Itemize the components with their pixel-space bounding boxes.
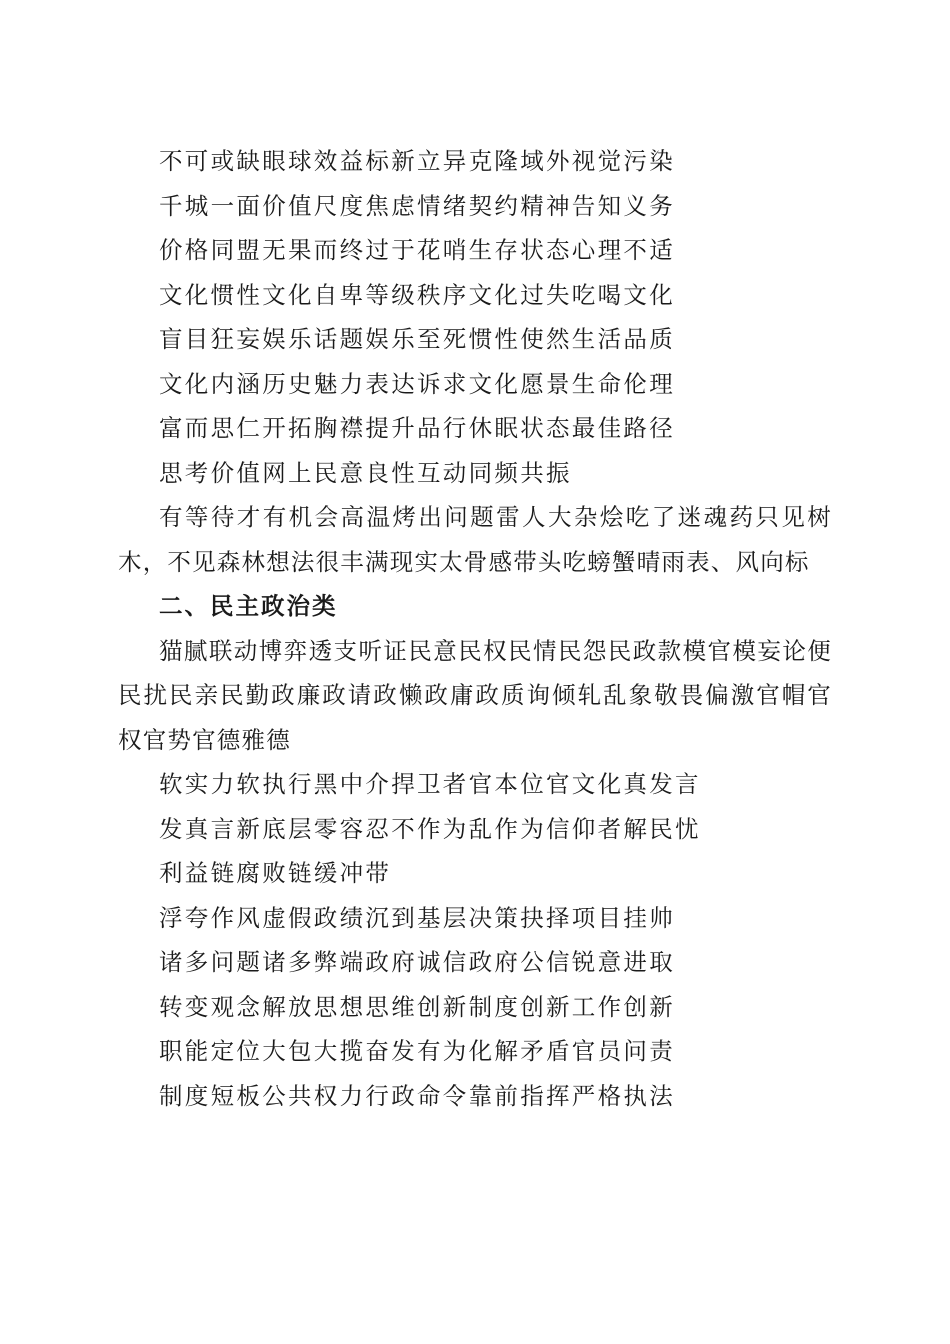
term-paragraph: 猫腻联动博弈透支听证民意民权民情民怨民政款模官模妄论便民扰民亲民勤政廉政请政懒政庸政质询倾轧乱象敬畏偏激官帽官权官势官德雅德 xyxy=(118,636,832,754)
document-body xyxy=(118,139,832,1118)
section-heading: 二、民主政治类 xyxy=(159,592,338,620)
term-line: 价格同盟无果而终过于花哨生存状态心理不适 xyxy=(159,236,675,264)
term-line: 文化内涵历史魅力表达诉求文化愿景生命伦理 xyxy=(159,369,675,398)
term-line: 文化惯性文化自卑等级秩序文化过失吃喝文化 xyxy=(159,280,675,309)
term-line: 制度短板公共权力行政命令靠前指挥严格执法 xyxy=(159,1081,675,1110)
term-line: 思考价值网上民意良性互动同频共振 xyxy=(159,458,572,487)
term-line: 软实力软执行黑中介捍卫者官本位官文化真发言 xyxy=(159,770,701,798)
term-line: 盲目狂妄娱乐话题娱乐至死惯性使然生活品质 xyxy=(159,325,675,353)
term-line: 浮夸作风虚假政绩沉到基层决策抉择项目挂帅 xyxy=(159,903,675,932)
term-line: 诸多问题诸多弊端政府诚信政府公信锐意进取 xyxy=(159,948,675,976)
term-paragraph: 有等待才有机会高温烤出问题雷人大杂烩吃了迷魂药只见树木，不见森林想法很丰满现实太骨感带头吃螃蟹晴雨表、风向标 xyxy=(118,503,832,576)
term-line: 发真言新底层零容忍不作为乱作为信仰者解民忧 xyxy=(159,814,701,843)
term-line: 利益链腐败链缓冲带 xyxy=(159,859,392,887)
term-line: 转变观念解放思想思维创新制度创新工作创新 xyxy=(159,992,675,1021)
term-line: 千城一面价值尺度焦虑情绪契约精神告知义务 xyxy=(159,191,675,220)
term-line: 富而思仁开拓胸襟提升品行休眠状态最佳路径 xyxy=(159,414,675,442)
term-line: 不可或缺眼球效益标新立异克隆域外视觉污染 xyxy=(159,147,675,175)
term-line: 职能定位大包大揽奋发有为化解矛盾官员问责 xyxy=(159,1037,675,1065)
